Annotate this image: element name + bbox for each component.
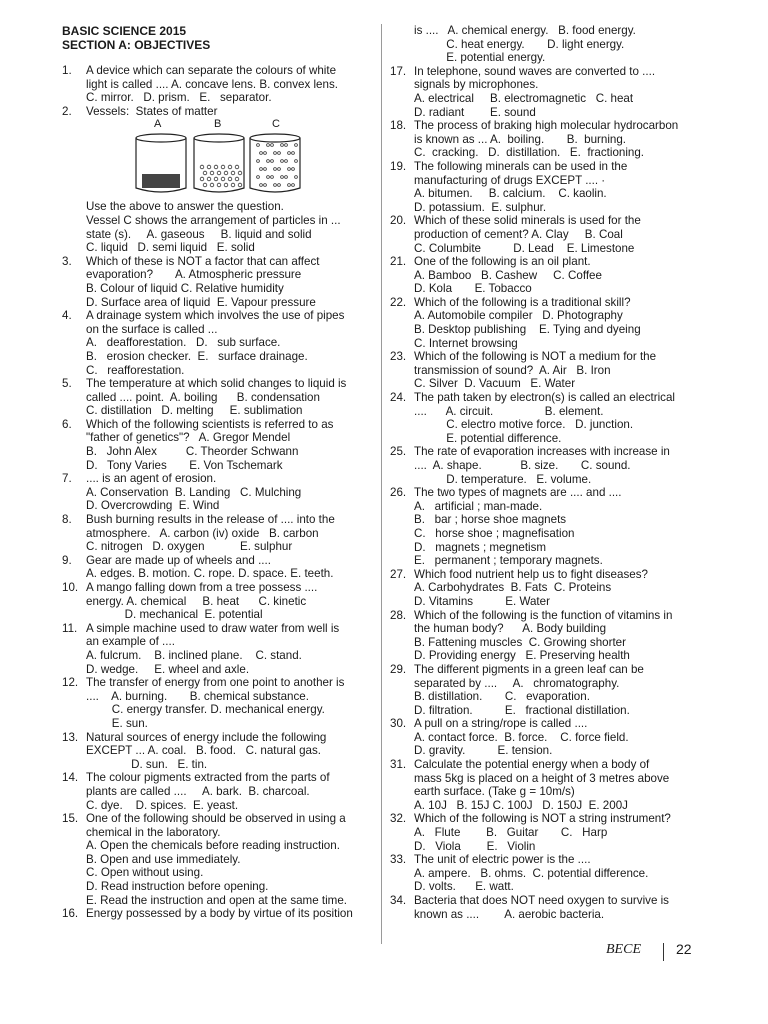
question-text-line: Vessels: States of matter xyxy=(86,104,218,118)
vessel-a xyxy=(136,134,186,192)
question-text-line: One of the following is an oil plant. xyxy=(414,255,591,269)
question-text-line: EXCEPT ... A. coal. B. food. C. natural gas. xyxy=(86,744,321,758)
question-text-line: D. Read instruction before opening. xyxy=(86,880,269,894)
question-text-line: D. mechanical E. potential xyxy=(86,608,263,622)
right-column xyxy=(390,24,702,921)
question-32 xyxy=(390,812,702,853)
question-number: 34. xyxy=(390,894,407,907)
question-text-line: D. Providing energy E. Preserving health xyxy=(414,649,630,663)
question-text-line: Which of the following is the function of vitamins in xyxy=(414,608,673,622)
question-text-line: C. electro motive force. D. junction. xyxy=(414,418,634,432)
left-column xyxy=(62,24,374,921)
question-33 xyxy=(390,853,702,894)
question-text-line: D. filtration. E. fractional distillation. xyxy=(414,703,630,717)
question-number: 13. xyxy=(62,730,79,744)
column-divider xyxy=(381,24,382,944)
question-text-line: C. Silver D. Vacuum E. Water xyxy=(414,377,576,391)
section-title: SECTION A: OBJECTIVES xyxy=(62,38,211,52)
question-29 xyxy=(390,663,702,717)
question-text-line: D. potassium. E. sulphur. xyxy=(414,200,547,214)
question-6 xyxy=(62,418,374,472)
vessel-b xyxy=(194,134,244,192)
question-text-line: A. edges. B. motion. C. rope. D. space. E. teeth. xyxy=(86,567,334,581)
question-19 xyxy=(390,160,702,214)
question-number: 5. xyxy=(62,377,72,391)
question-number: 18. xyxy=(390,119,407,133)
question-text-line: an example of .... xyxy=(86,635,175,649)
question-number: 19. xyxy=(390,159,407,173)
question-text-line: D. magnets ; megnetism xyxy=(414,540,547,554)
vessel-label-a: A xyxy=(154,118,162,131)
question-number: 29. xyxy=(390,662,407,676)
question-text-line: called .... point. A. boiling B. condensation xyxy=(86,390,320,404)
question-text-line: A mango falling down from a tree possess .... xyxy=(86,581,318,594)
question-text-line: A. artificial ; man-made. xyxy=(414,499,543,513)
question-text-line: D. volts. E. watt. xyxy=(414,880,514,894)
question-7 xyxy=(62,472,374,513)
question-text-line: The two types of magnets are .... and .... xyxy=(414,486,622,500)
vessels-figure xyxy=(132,118,302,200)
question-text-line: A. Open the chemicals before reading instruction. xyxy=(86,839,340,853)
question-text-line: A. 10J B. 15J C. 100J D. 150J E. 200J xyxy=(414,798,628,812)
question-text-line: The temperature at which solid changes to liquid is xyxy=(86,377,347,391)
question-text-line: E. potential energy. xyxy=(414,51,546,65)
question-text-line: D. Kola E. Tobacco xyxy=(414,282,532,296)
question-text-line: "father of genetics"? A. Gregor Mendel xyxy=(86,431,291,445)
question-text-line: .... A. shape. B. size. C. sound. xyxy=(414,459,631,472)
question-text-line: .... A. burning. B. chemical substance. xyxy=(86,689,309,703)
vessel-c xyxy=(250,134,300,192)
question-text-line: A pull on a string/rope is called .... xyxy=(414,717,588,731)
question-text-line: Natural sources of energy include the following xyxy=(86,730,327,744)
question-number: 26. xyxy=(390,486,407,500)
question-text-line: The transfer of energy from one point to another is xyxy=(86,676,345,690)
question-text-line: In telephone, sound waves are converted to .... xyxy=(414,64,656,78)
vessel-label-c: C xyxy=(272,118,280,131)
question-8 xyxy=(62,513,374,554)
right-questions xyxy=(390,65,702,921)
question-31 xyxy=(390,758,702,812)
question-number: 1. xyxy=(62,64,72,77)
question-text-line: C. Columbite D. Lead E. Limestone xyxy=(414,241,635,255)
question-text-line: D. Surface area of liquid E. Vapour pressure xyxy=(86,295,316,309)
question-text-line: Bush burning results in the release of .... into the xyxy=(86,513,335,527)
question-2 xyxy=(62,105,374,119)
question-number: 32. xyxy=(390,812,407,826)
question-10 xyxy=(62,581,374,622)
question-text-line: Which of the following is NOT a string instrument? xyxy=(414,812,671,826)
question-text-line: the human body? A. Body building xyxy=(414,622,607,636)
question-text-line: plants are called .... A. bark. B. charcoal. xyxy=(86,784,310,798)
question-text-line: Which of these is NOT a factor that can affect xyxy=(86,254,320,268)
question-text-line: C. energy transfer. D. mechanical energy. xyxy=(86,703,325,717)
question-number: 3. xyxy=(62,254,72,268)
question-number: 12. xyxy=(62,676,79,690)
question-text-line: D. Viola E. Violin xyxy=(414,839,536,853)
question-text-line: B. John Alex C. Theorder Schwann xyxy=(86,445,299,459)
question-number: 17. xyxy=(390,64,407,78)
question-text-line: separated by .... A. chromatography. xyxy=(414,676,620,690)
question-text-line: C. Internet browsing xyxy=(414,336,518,350)
question-number: 2. xyxy=(62,104,72,118)
question-30 xyxy=(390,717,702,758)
question-number: 27. xyxy=(390,567,407,581)
question-text-line: A. ampere. B. ohms. C. potential difference. xyxy=(414,866,649,880)
question-16 xyxy=(62,907,374,921)
question-number: 16. xyxy=(62,907,79,921)
question-16-continuation xyxy=(390,24,702,65)
question-text-line: earth surface. (Take g = 10m/s) xyxy=(414,785,575,799)
question-1 xyxy=(62,64,374,105)
question-number: 8. xyxy=(62,513,72,527)
question-text-line: C. nitrogen D. oxygen E. sulphur xyxy=(86,540,293,554)
question-text-line: B. Fattening muscles C. Growing shorter xyxy=(414,635,626,649)
question-text-line: D. temperature. E. volume. xyxy=(414,472,592,486)
question-text-line: C. liquid D. semi liquid E. solid xyxy=(86,241,255,255)
question-text-line: Calculate the potential energy when a body of xyxy=(414,758,650,772)
question-text-line: C. cracking. D. distillation. E. fractioning. xyxy=(414,146,645,160)
question-text-line: D. wedge. E. wheel and axle. xyxy=(86,662,250,676)
question-27 xyxy=(390,568,702,609)
question-text-line: is known as ... A. boiling. B. burning. xyxy=(414,132,627,146)
question-5 xyxy=(62,377,374,418)
question-text-line: known as .... A. aerobic bacteria. xyxy=(414,907,605,921)
question-text-line: A. Automobile compiler D. Photography xyxy=(414,309,623,323)
question-text-line: C. distillation D. melting E. sublimation xyxy=(86,404,303,418)
question-text-line: energy. A. chemical B. heat C. kinetic xyxy=(86,594,307,608)
question-text-line: A. Flute B. Guitar C. Harp xyxy=(414,826,608,840)
question-text-line: Energy possessed by a body by virtue of its position xyxy=(86,907,353,921)
question-text-line: light is called .... A. concave lens. B. convex lens. xyxy=(86,77,338,91)
question-text-line: E. permanent ; temporary magnets. xyxy=(414,554,603,568)
question-text-line: state (s). A. gaseous B. liquid and solid xyxy=(86,227,312,241)
question-text-line: D. Overcrowding E. Wind xyxy=(86,499,220,513)
question-text-line: E. potential difference. xyxy=(414,431,562,445)
page-footer xyxy=(606,943,716,963)
question-text-line: B. erosion checker. E. surface drainage. xyxy=(86,349,308,363)
question-text-line: A. Conservation B. Landing C. Mulching xyxy=(86,485,302,499)
question-text-line: C. Open without using. xyxy=(86,866,204,880)
page-number: 22 xyxy=(676,941,692,957)
question-text-line: E. Read the instruction and open at the same time. xyxy=(86,893,348,907)
question-number: 24. xyxy=(390,391,407,405)
question-text-line: Vessel C shows the arrangement of particles in ... xyxy=(86,213,341,227)
question-13 xyxy=(62,731,374,772)
question-number: 23. xyxy=(390,350,407,364)
question-text-line: E. sun. xyxy=(86,716,148,730)
question-text-line: One of the following should be observed in using a xyxy=(86,812,346,826)
question-text-line: A. electrical B. electromagnetic C. heat xyxy=(414,91,634,105)
question-text-line: D. gravity. E. tension. xyxy=(414,744,553,758)
question-text-line: on the surface is called ... xyxy=(86,322,218,336)
question-text-line: chemical in the laboratory. xyxy=(86,825,221,839)
question-number: 30. xyxy=(390,717,407,731)
question-20 xyxy=(390,214,702,255)
question-text-line: B. bar ; horse shoe magnets xyxy=(414,513,567,527)
question-number: 4. xyxy=(62,309,72,323)
question-text-line: B. Open and use immediately. xyxy=(86,852,241,866)
question-number: 21. xyxy=(390,255,407,269)
question-4 xyxy=(62,309,374,377)
question-text-line: C. dye. D. spices. E. yeast. xyxy=(86,798,239,812)
question-number: 31. xyxy=(390,758,407,772)
question-25 xyxy=(390,445,702,486)
question-text-line: signals by microphones. xyxy=(414,78,539,92)
question-28 xyxy=(390,609,702,663)
question-text-line: D. Vitamins E. Water xyxy=(414,594,550,608)
question-2-continuation xyxy=(62,200,374,254)
question-text-line: manufacturing of drugs EXCEPT .... · xyxy=(414,173,606,187)
question-34 xyxy=(390,894,702,921)
question-number: 10. xyxy=(62,581,79,594)
question-text-line: B. distillation. C. evaporation. xyxy=(414,690,590,704)
question-23 xyxy=(390,350,702,391)
question-18 xyxy=(390,119,702,160)
question-text-line: Which of the following scientists is referred to as xyxy=(86,417,334,431)
question-number: 15. xyxy=(62,812,79,826)
question-text-line: D. radiant E. sound xyxy=(414,105,536,119)
question-text-line: evaporation? A. Atmospheric pressure xyxy=(86,268,302,282)
question-text-line: .... is an agent of erosion. xyxy=(86,472,217,486)
question-9 xyxy=(62,554,374,581)
question-text-line: production of cement? A. Clay B. Coal xyxy=(414,227,623,241)
question-text-line: D. sun. E. tin. xyxy=(86,757,208,771)
vessel-label-b: B xyxy=(214,118,222,131)
left-questions xyxy=(62,64,374,921)
question-text-line: A. contact force. B. force. C. force field. xyxy=(414,730,629,744)
question-text-line: A. fulcrum. B. inclined plane. C. stand. xyxy=(86,648,302,662)
question-22 xyxy=(390,296,702,350)
question-number: 7. xyxy=(62,472,72,486)
question-text-line: Which of the following is a traditional skill? xyxy=(414,295,631,309)
question-text-line: Which food nutrient help us to fight diseases? xyxy=(414,567,648,581)
question-text-line: The path taken by electron(s) is called an electrical xyxy=(414,391,675,405)
question-text-line: C. horse shoe ; magnefisation xyxy=(414,526,575,540)
question-number: 11. xyxy=(62,621,78,635)
question-text-line: The process of braking high molecular hydrocarbon xyxy=(414,119,679,133)
question-26 xyxy=(390,486,702,568)
question-text-line: The colour pigments extracted from the parts of xyxy=(86,771,330,785)
question-17 xyxy=(390,65,702,119)
question-text-line: atmosphere. A. carbon (iv) oxide B. carbon xyxy=(86,526,319,540)
question-text-line: A. bitumen. B. calcium. C. kaolin. xyxy=(414,187,607,201)
question-text-line: A simple machine used to draw water from well is xyxy=(86,621,340,635)
question-text-line: transmission of sound? A. Air B. Iron xyxy=(414,363,611,377)
question-text-line: B. Colour of liquid C. Relative humidity xyxy=(86,281,284,295)
question-21 xyxy=(390,255,702,296)
bece-brand: BECE xyxy=(606,942,641,957)
question-text-line: is .... A. chemical energy. B. food energy. xyxy=(414,24,636,37)
question-number: 28. xyxy=(390,608,407,622)
vessels-diagram xyxy=(132,130,302,200)
question-text-line: C. reafforestation. xyxy=(86,363,185,377)
question-text-line: .... A. circuit. B. element. xyxy=(414,404,604,418)
question-text-line: A. Carbohydrates B. Fats C. Proteins xyxy=(414,581,612,595)
question-text-line: The different pigments in a green leaf can be xyxy=(414,662,644,676)
question-text-line: The following minerals can be used in the xyxy=(414,159,628,173)
footer-separator xyxy=(663,943,664,961)
question-14 xyxy=(62,771,374,812)
question-text-line: A device which can separate the colours of white xyxy=(86,64,337,77)
question-text-line: Which of these solid minerals is used for the xyxy=(414,214,641,228)
question-number: 33. xyxy=(390,853,407,867)
question-number: 25. xyxy=(390,445,407,459)
question-text-line: Bacteria that does NOT need oxygen to survive is xyxy=(414,894,669,907)
question-text-line: mass 5kg is placed on a height of 3 metres above xyxy=(414,771,670,785)
question-text-line: D. Tony Varies E. Von Tschemark xyxy=(86,458,283,472)
question-text-line: Gear are made up of wheels and .... xyxy=(86,553,271,567)
question-12 xyxy=(62,676,374,730)
question-text-line: Use the above to answer the question. xyxy=(86,200,284,214)
question-number: 9. xyxy=(62,553,72,567)
question-15 xyxy=(62,812,374,907)
question-number: 14. xyxy=(62,771,79,785)
question-3 xyxy=(62,255,374,309)
question-text-line: C. heat energy. D. light energy. xyxy=(414,37,625,51)
question-text-line: A. deafforestation. D. sub surface. xyxy=(86,336,281,350)
question-text-line: The unit of electric power is the .... xyxy=(414,853,591,867)
exam-title: BASIC SCIENCE 2015 xyxy=(62,24,187,38)
question-11 xyxy=(62,622,374,676)
question-number: 22. xyxy=(390,295,407,309)
question-number: 6. xyxy=(62,417,72,431)
question-24 xyxy=(390,391,702,445)
question-number: 20. xyxy=(390,214,407,228)
question-text-line: B. Desktop publishing E. Tying and dyeing xyxy=(414,323,641,337)
question-text-line: A drainage system which involves the use of pipes xyxy=(86,309,345,323)
question-text-line: Which of the following is NOT a medium for the xyxy=(414,350,657,364)
question-text-line: C. mirror. D. prism. E. separator. xyxy=(86,91,272,105)
question-text-line: A. Bamboo B. Cashew C. Coffee xyxy=(414,268,602,282)
question-text-line: The rate of evaporation increases with increase in xyxy=(414,445,670,459)
